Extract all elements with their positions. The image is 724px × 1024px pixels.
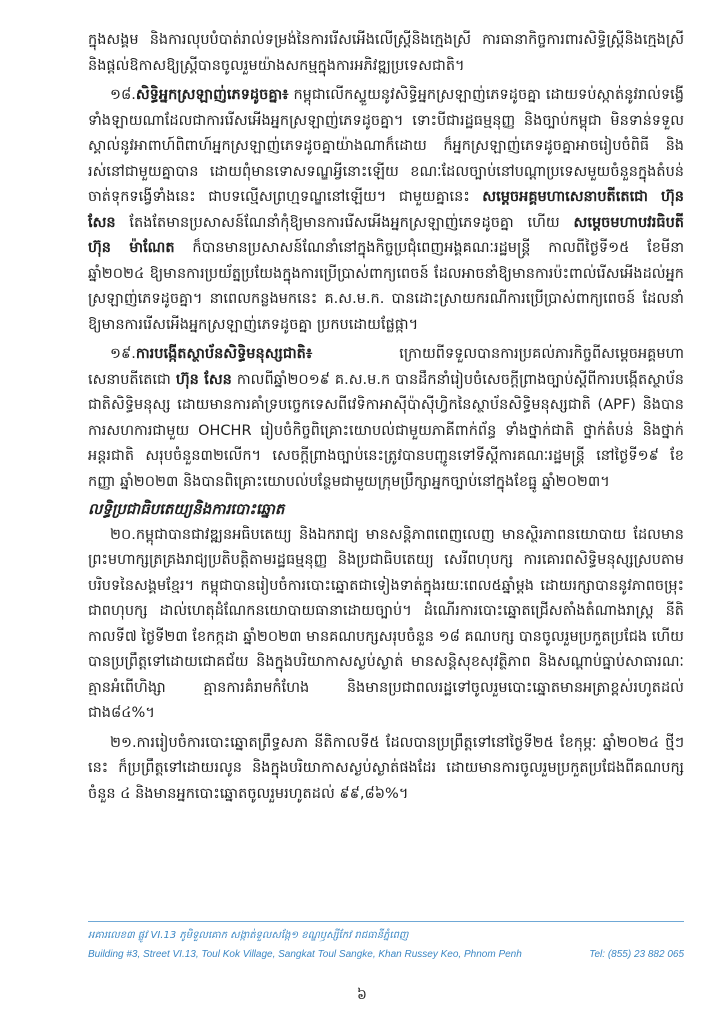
footer-divider <box>88 921 684 922</box>
paragraph-19-text-1: ក្រោយពីទទួលបានការប្រគល់ភារកិច្ចពីសម្តេចអគ្គមហាសេនាបតីតេជោ <box>88 346 684 388</box>
paragraph-19-number: ១៩. <box>110 346 136 362</box>
page-number: ៦ <box>357 987 367 1003</box>
paragraph-19-text-2: កាលពីឆ្នាំ២០១៩ គ.ស.ម.ក បានដឹកនាំរៀបចំសេចក្តីព្រាងច្បាប់ស្តីពីការបង្កើតស្ថាប័នជាតិសិទ្ធិមនុស្ស ដោយមានការគាំទ្របច្ចេកទេសពីវេទិកាអាស៊ីប៉ាស៊ីហ្វិកនៃស្ថាប័នសិទ្ធិមនុស្សជាតិ (APF) និងបានការសហការជាមួយ OHCHR រៀបចំកិច្ចពិគ្រោះយោបល់ជាមួយភាគីពាក់ព័ន្ធ ទាំងថ្នាក់ជាតិ ថ្នាក់តំបន់ និងថ្នាក់អន្តរជាតិ សរុបចំនួន៣២លើក។ សេចក្តីព្រាងច្បាប់នេះត្រូវបានបញ្ជូនទៅទីស្តីការគណៈរដ្ឋមន្ត្រី នៅថ្ងៃទី១៩ ខែកញ្ញា ឆ្នាំ២០២៣ និងបានពិគ្រោះយោបល់បន្ថែមជាមួយក្រុមប្រឹក្សាអ្នកច្បាប់នៅក្នុងខែធ្នូ ឆ្នាំ២០២៣។ <box>88 371 684 490</box>
paragraph-20: ២០.កម្ពុជាបានជាវឌ្ឍនអធិបតេយ្យ និងឯករាជ្យ មានសន្តិភាពពេញលេញ មានស្ថិរភាពនយោបាយ ដែលមានព្រះមហាក្សត្រគ្រងរាជ្យប្រតិបត្តិតាមរដ្ឋធម្មនុញ្ញ និងប្រជាធិបតេយ្យ សេរីពហុបក្ស ការគោរពសិទ្ធិមនុស្សស្របតាមបរិបទនៃសង្គមខ្មែរ។ កម្ពុជាបានរៀបចំការបោះឆ្នោតជាទៀងទាត់ក្នុងរយៈពេល៥ឆ្នាំម្តង ដោយរក្សាបាននូវភាពចម្រុះជាពហុបក្ស ដាល់ហេតុដំណែកនយោបាយធានាដោយច្បាប់។ ដំណើរការបោះឆ្នោតជ្រើសតាំងតំណាងរាស្ត្រ នីតិកាលទី៧ ថ្ងៃទី២៣ ខែកក្កដា ឆ្នាំ២០២៣ មានគណបក្សសរុបចំនួន ១៨ គណបក្ស បានចូលរួមប្រកួតប្រជែង ហើយបានប្រព្រឹត្តទៅដោយជោគជ័យ និងក្នុងបរិយាកាសស្ងប់ស្ងាត់ មានសន្តិសុខសុវត្ថិភាព និងសណ្តាប់ធ្នាប់សាធារណៈ គ្មានអំពើហិង្សា គ្មានការគំរាមកំហែង និងមានប្រជាពលរដ្ឋទៅចូលរួមបោះឆ្នោតមានអត្រាខ្ពស់រហូតដល់ជាង៨៤%។ <box>88 526 684 721</box>
paragraph-18-bold-1: សម្តេចអគ្គមហាសេនាបតីតេជោ ហ៊ុន សែន <box>88 189 684 231</box>
paragraph-19-title: ការបង្កើតស្ថាប័នសិទ្ធិមនុស្សជាតិ៖ <box>135 346 313 362</box>
section-heading: លទ្ធិប្រជាធិបតេយ្យនិងការបោះឆ្នោត <box>88 500 285 518</box>
footer-telephone: Tel: (855) 23 882 065 <box>589 949 684 960</box>
paragraph-18-text-2: តែងតែមានប្រសាសន៍ណែនាំកុំឱ្យមានការរើសអើងអ្នកស្រឡាញ់ភេទដូចគ្នា ហើយ <box>115 214 574 231</box>
paragraph-18-text-3: ក៏បានមានប្រសាសន៍ណែនាំនៅក្នុងកិច្ចប្រជុំពេញអង្គគណៈរដ្ឋមន្ត្រី កាលពីថ្ងៃទី១៥ ខែមីនា ឆ្នាំ២០២៤ ឱ្យមានការប្រយ័ត្នប្រយែងក្នុងការប្រើប្រាស់ពាក្យពេចន៍ ដែលអាចនាំឱ្យមានការប៉ះពាល់រើសអើងដល់អ្នកស្រឡាញ់ភេទដូចគ្នា។ នាពេលកន្លងមកនេះ គ.ស.ម.ក. បានដោះស្រាយករណីការប្រើប្រាស់ពាក្យពេចន៍ ដែលនាំឱ្យមានការរើសអើងអ្នកស្រឡាញ់ភេទដូចគ្នា ប្រកបដោយផ្លែផ្កា។ <box>88 240 684 333</box>
footer-address-khmer: អគារលេខ៣ ផ្លូវ VI.13 ភូមិទួលគោក សង្កាត់ទួលសង្កែ១ ខណ្ឌឫស្សីកែវ រាជធានីភ្នំពេញ <box>88 930 409 941</box>
paragraph-19 <box>88 342 684 495</box>
paragraph-18-number: ១៨. <box>110 87 136 103</box>
paragraph-18-text-1: កម្ពុជាលើកស្ទួយនូវសិទ្ធិអ្នកស្រឡាញ់ភេទដូចគ្នា ដោយទប់ស្កាត់នូវរាល់ទង្វើទាំងឡាយណាដែលជាការរើសអើងអ្នកស្រឡាញ់ភេទដូចគ្នា។ ទោះបីជារដ្ឋធម្មនុញ្ញ និងច្បាប់កម្ពុជា មិនទាន់ទទួលស្គាល់នូវអាពាហ៍ពិពាហ៍អ្នកស្រឡាញ់ភេទដូចគ្នាយ៉ាងណាក៏ដោយ ក៏អ្នកស្រឡាញ់ភេទដូចគ្នាអាចរៀបចំពិធី និងរស់នៅជាមួយគ្នាបាន ដោយពុំមានទោសទណ្ឌអ្វីនោះឡើយ ខណៈដែលច្បាប់នៅបណ្តាប្រទេសមួយចំនួនក្នុងតំបន់ចាត់ទុកទង្វើទាំងនេះ ជាបទល្មើសព្រហ្មទណ្ឌនៅឡើយ។ ជាមួយគ្នានេះ <box>88 87 684 205</box>
paragraph-18-title: សិទ្ធិអ្នកស្រឡាញ់ភេទដូចគ្នា៖ <box>135 87 289 103</box>
intro-paragraph: ក្នុងសង្គម និងការលុបបំបាត់រាល់ទម្រង់នៃការរើសអើងលើស្ត្រីនិងក្មេងស្រី ការធានាកិច្ចការពារសិទ្ធិស្ត្រីនិងក្មេងស្រី និងផ្តល់ឱកាសឱ្យស្ត្រីបានចូលរួមយ៉ាងសកម្មក្នុងការអភិវឌ្ឍប្រទេសជាតិ។ <box>88 32 684 74</box>
document-body <box>88 28 684 807</box>
paragraph-19-bold-1: ហ៊ុន សែន <box>175 371 232 388</box>
footer-address-row <box>88 948 684 962</box>
footer-address-english: Building #3, Street VI.13, Toul Kok Village, Sangkat Toul Sangke, Khan Russey Keo, Phnom Penh <box>88 949 522 960</box>
paragraph-18-bold-2: សម្តេចមហាបវរធិបតី ហ៊ុន ម៉ាណែត <box>88 214 684 256</box>
paragraph-18 <box>88 83 684 338</box>
paragraph-21: ២១.ការរៀបចំការបោះឆ្នោតព្រឹទ្ធសភា នីតិកាលទី៥ ដែលបានប្រព្រឹត្តទៅនៅថ្ងៃទី២៥ ខែកុម្ភៈ ឆ្នាំ២០២៤ ថ្មីៗនេះ ក៏ប្រព្រឹត្តទៅដោយរលូន និងក្នុងបរិយាកាសស្ងប់ស្ងាត់ផងដែរ ដោយមានការចូលរួមប្រកួតប្រជែងពីគណបក្សចំនួន ៤ និងមានអ្នកបោះឆ្នោតចូលរួមរហូតដល់ ៩៩,៨៦%។ <box>88 734 684 802</box>
